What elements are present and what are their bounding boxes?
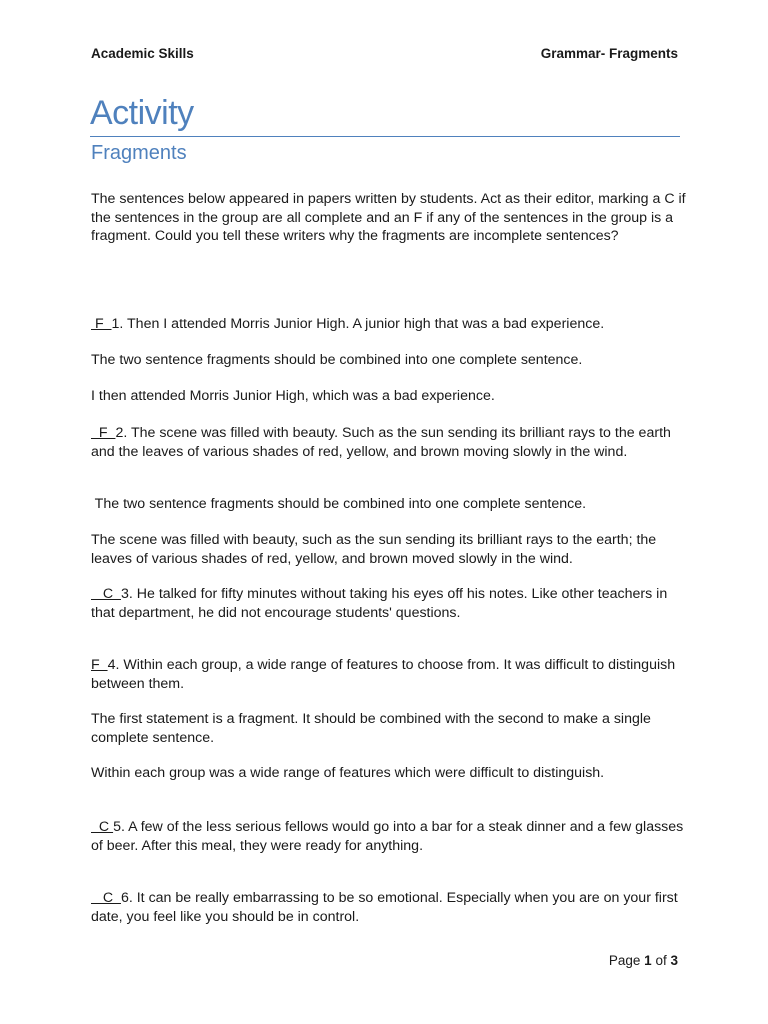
item-4-explanation: The first statement is a fragment. It should be combined with the second to make a single complete sentence. — [91, 711, 651, 746]
item-text: 1. Then I attended Morris Junior High. A junior high that was a bad experience. — [111, 316, 605, 332]
answer-blank: F — [91, 657, 108, 673]
item-text: 6. It can be really embarrassing to be so emotional. Especially when you are on your first date, you feel like you should be in control. — [91, 890, 678, 925]
header-right: Grammar- Fragments — [540, 46, 678, 61]
title-rule — [90, 136, 680, 137]
intro-paragraph: The sentences below appeared in papers written by students. Act as their editor, marking a C if the sentences in the group are all complete and an F if any of the sentences in the group is a fragment. Could you tell these writers why the fragments are incomplete sentences? — [91, 191, 686, 244]
item-1 — [91, 315, 686, 334]
item-4-correction: Within each group was a wide range of features which were difficult to distinguish. — [91, 765, 605, 781]
answer-blank: F — [91, 425, 116, 441]
page-current: 1 — [644, 953, 652, 968]
answer-blank: C — [91, 586, 121, 602]
item-6 — [91, 889, 686, 926]
item-text: 3. He talked for fifty minutes without taking his eyes off his notes. Like other teachers in that department, he did not encourage students' questions. — [91, 586, 668, 621]
item-1-explanation: The two sentence fragments should be combined into one complete sentence. — [91, 352, 583, 368]
item-text: 4. Within each group, a wide range of features to choose from. It was difficult to distinguish between them. — [91, 657, 676, 692]
item-4 — [91, 656, 686, 693]
page-label: Page — [608, 953, 641, 968]
item-5 — [91, 818, 686, 855]
item-1-correction: I then attended Morris Junior High, which was a bad experience. — [91, 388, 495, 404]
answer-blank: C — [91, 890, 121, 906]
answer-blank: C — [91, 819, 114, 835]
item-2-explanation: The two sentence fragments should be combined into one complete sentence. — [91, 496, 587, 512]
item-text: 5. A few of the less serious fellows would go into a bar for a steak dinner and a few glasses of beer. After this meal, they were ready for anything. — [91, 819, 684, 854]
item-2-correction: The scene was filled with beauty, such as the sun sending its brilliant rays to the earth; the leaves of various shades of red, yellow, and brown moved slowly in the wind. — [91, 532, 657, 567]
header-left: Academic Skills — [91, 46, 194, 61]
page-total: 3 — [670, 953, 678, 968]
page-number — [609, 953, 678, 968]
item-2 — [91, 424, 686, 461]
item-3 — [91, 585, 686, 622]
item-text: 2. The scene was filled with beauty. Such as the sun sending its brilliant rays to the earth and the leaves of various shades of red, yellow, and brown moving slowly in the wind. — [91, 425, 671, 460]
of-label: of — [655, 953, 667, 968]
page-subtitle: Fragments — [91, 142, 187, 164]
page-title: Activity — [90, 94, 194, 132]
answer-blank: F — [91, 316, 112, 332]
